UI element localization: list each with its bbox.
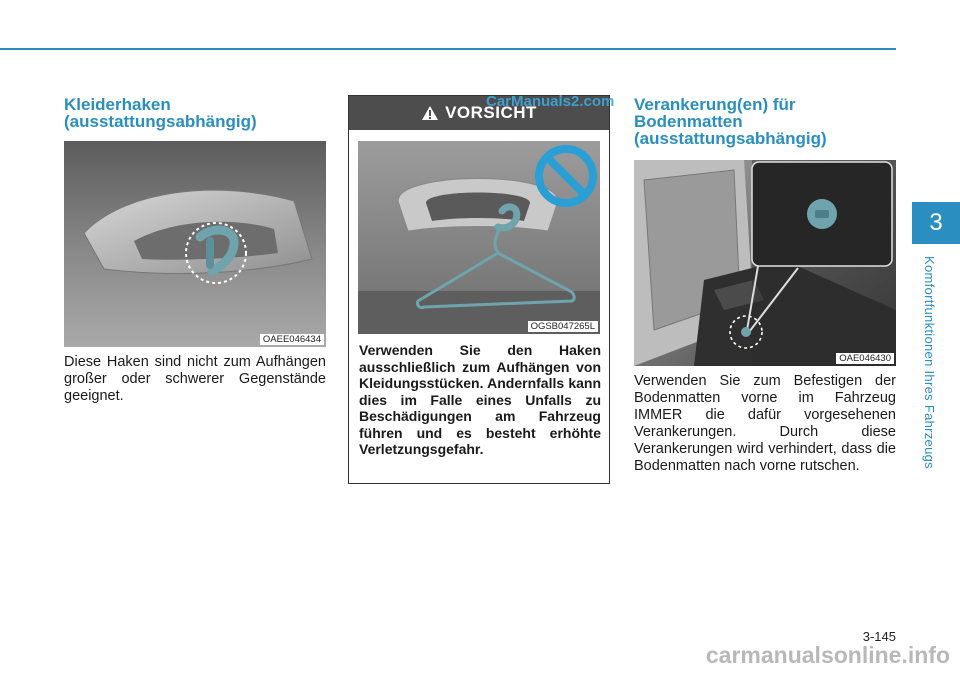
caution-text: Verwenden Sie den Haken ausschließlich zum Aufhängen von Kleidungsstücken. Andernfalls kann dies im Falle eines Unfalls zu Beschädigungen am Fahrzeug führen und es besteht erhöhte Verletzungsgefahr. [359, 342, 601, 457]
caution-figure-code: OGSB047265L [528, 321, 598, 332]
hook-illustration [64, 141, 326, 347]
page-number: 3-145 [862, 629, 896, 644]
floormat-figure-code: OAE046430 [836, 353, 894, 364]
prohibition-icon [533, 143, 599, 209]
hook-description: Diese Haken sind nicht zum Aufhängen großer oder schwerer Gegenstände geeignet. [64, 354, 326, 404]
floormat-figure [634, 160, 896, 366]
caution-title: VORSICHT [445, 103, 537, 122]
hook-heading: Kleiderhaken (ausstattungsabhängig) [64, 95, 257, 131]
watermark-bottom: carmanualsonline.info [705, 642, 950, 668]
floormat-description: Verwenden Sie zum Befestigen der Bodenmatten vorne im Fahrzeug IMMER die dafür vorgesehenen Verankerungen. Durch diese Verankerungen wird verhindert, dass die Bodenmatten nach vorne rutschen. [634, 373, 896, 474]
chapter-number: 3 [929, 209, 943, 236]
chapter-tab [912, 202, 960, 244]
watermark-top: CarManuals2.com [486, 93, 615, 110]
hook-figure-code: OAEE046434 [260, 334, 324, 345]
chapter-title: Komfortfunktionen Ihres Fahrzeugs [922, 256, 937, 469]
top-rule [0, 48, 896, 50]
floormat-heading: Verankerung(en) für Bodenmatten (ausstattungsabhängig) [634, 95, 827, 148]
hook-figure [64, 141, 326, 347]
caution-box [348, 95, 610, 484]
floormat-illustration [634, 160, 896, 366]
warning-icon [421, 105, 439, 121]
caution-figure [358, 141, 600, 334]
